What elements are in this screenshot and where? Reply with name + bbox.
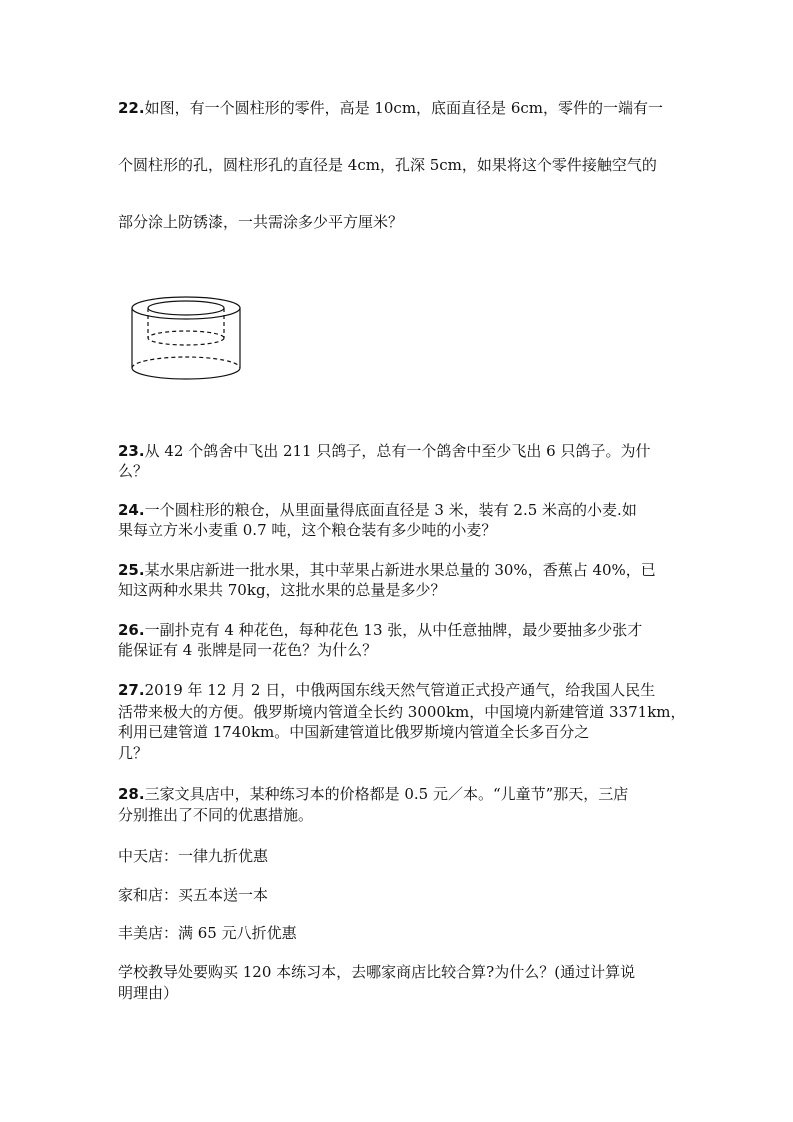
- hole-bottom-ellipse: [148, 331, 224, 345]
- q28-store-fengmei: 丰美店：满 65 元八折优惠: [118, 924, 297, 942]
- q25-number: 25.: [118, 561, 145, 579]
- q25-line-2: 知这两种水果共 70kg，这批水果的总量是多少？: [118, 581, 446, 599]
- q22-line-1: [118, 98, 688, 118]
- q27-line-1: [118, 680, 688, 700]
- q28-line-2: 分别推出了不同的优惠措施。: [118, 806, 314, 824]
- cylinder-with-hole-diagram: [120, 290, 250, 385]
- hole-top-ellipse: [148, 301, 224, 315]
- q28-store-jiahe: 家和店：买五本送一本: [118, 886, 269, 904]
- q24-text-1: 一个圆柱形的粮仓，从里面量得底面直径是 3 米，装有 2.5 米高的小麦.如: [144, 501, 637, 519]
- q28-store-zhongtian: 中天店：一律九折优惠: [118, 847, 269, 865]
- q27-line-3: 利用已建管道 1740km。中国新建管道比俄罗斯境内管道全长多百分之: [118, 723, 590, 741]
- q27-line-4: 几？: [118, 744, 149, 762]
- q28-line-1: [118, 784, 688, 804]
- q24-number: 24.: [118, 501, 145, 519]
- q26-number: 26.: [118, 621, 145, 639]
- q23-number: 23.: [118, 442, 145, 460]
- q22-line-3: 部分涂上防锈漆，一共需涂多少平方厘米？: [118, 213, 404, 231]
- q28-text-1: 三家文具店中，某种练习本的价格都是 0.5 元／本。“儿童节”那天，三店: [144, 785, 629, 803]
- q22-text-1: 如图，有一个圆柱形的零件，高是 10cm，底面直径是 6cm，零件的一端有一: [144, 99, 663, 117]
- q23-line-1: [118, 441, 688, 461]
- outer-bottom-front: [132, 368, 240, 379]
- q27-text-1: 2019 年 12 月 2 日，中俄两国东线天然气管道正式投产通气，给我国人民生: [144, 681, 656, 699]
- q25-text-1: 某水果店新进一批水果，其中苹果占新进水果总量的 30%，香蕉占 40%，已: [144, 561, 656, 579]
- cylinder-figure: [120, 290, 250, 389]
- q25-line-1: [118, 560, 688, 580]
- q23-text-1: 从 42 个鸽舍中飞出 211 只鸽子，总有一个鸽舍中至少飞出 6 只鸽子。为什: [144, 442, 651, 460]
- q24-line-1: [118, 500, 688, 520]
- q27-number: 27.: [118, 681, 145, 699]
- q26-line-1: [118, 620, 688, 640]
- q28-question-line-1: 学校教导处要购买 120 本练习本，去哪家商店比较合算?为什么？(通过计算说: [118, 963, 636, 981]
- q28-number: 28.: [118, 785, 145, 803]
- outer-bottom-back: [132, 357, 240, 368]
- q22-number: 22.: [118, 99, 145, 117]
- q28-question-line-2: 明理由）: [118, 984, 179, 1002]
- q23-line-2: 么？: [118, 462, 149, 480]
- q27-line-2: 活带来极大的方便。俄罗斯境内管道全长约 3000km，中国境内新建管道 3371km，: [118, 703, 686, 721]
- q26-text-1: 一副扑克有 4 种花色，每种花色 13 张，从中任意抽牌，最少要抽多少张才: [144, 621, 643, 639]
- q26-line-2: 能保证有 4 张牌是同一花色？为什么？: [118, 641, 378, 659]
- q22-line-2: 个圆柱形的孔，圆柱形孔的直径是 4cm，孔深 5cm，如果将这个零件接触空气的: [118, 156, 657, 174]
- q24-line-2: 果每立方米小麦重 0.7 吨，这个粮仓装有多少吨的小麦？: [118, 521, 497, 539]
